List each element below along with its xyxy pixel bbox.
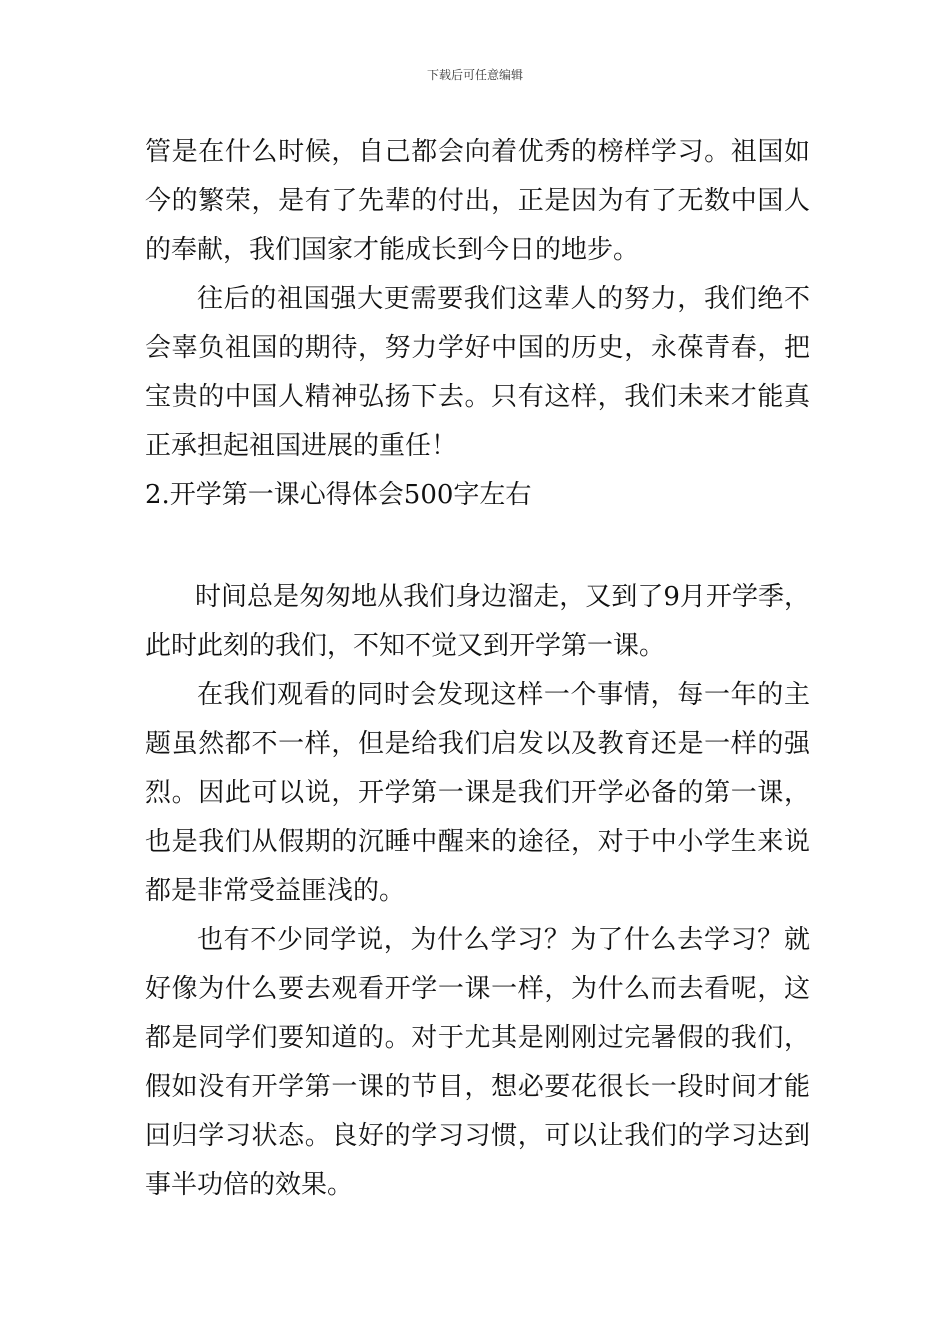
section-heading: 2.开学第一课心得体会500字左右 — [145, 480, 532, 510]
paragraph-theme: 在我们观看的同时会发现这样一个事情，每一年的主题虽然都不一样，但是给我们启发以及教育还是一样的强烈。因此可以说，开学第一课是我们开学必备的第一课，也是我们从假期的沉睡中醒来的途径，对于中小学生来说都是非常受益匪浅的。 — [145, 680, 810, 906]
paragraph-continuation: 管是在什么时候，自己都会向着优秀的榜样学习。祖国如今的繁荣，是有了先辈的付出，正是因为有了无数中国人的奉献，我们国家才能成长到今日的地步。 — [145, 137, 810, 265]
paragraph-why-study: 也有不少同学说，为什么学习？为了什么去学习？就好像为什么要去观看开学一课一样，为什么而去看呢，这都是同学们要知道的。对于尤其是刚刚过完暑假的我们，假如没有开学第一课的节目，想必要花很长一段时间才能回归学习状态。良好的学习习惯，可以让我们的学习达到事半功倍的效果。 — [145, 925, 810, 1200]
paragraph-future: 往后的祖国强大更需要我们这辈人的努力，我们绝不会辜负祖国的期待，努力学好中国的历史，永葆青春，把宝贵的中国人精神弘扬下去。只有这样，我们未来才能真正承担起祖国进展的重任！ — [145, 284, 810, 461]
page-header: 下载后可任意编辑 — [426, 68, 523, 82]
paragraph-intro: 时间总是匆匆地从我们身边溜走，又到了9月开学季，此时此刻的我们，不知不觉又到开学第一课。 — [145, 582, 810, 661]
section-gap — [145, 520, 810, 573]
document-body — [145, 128, 810, 1210]
